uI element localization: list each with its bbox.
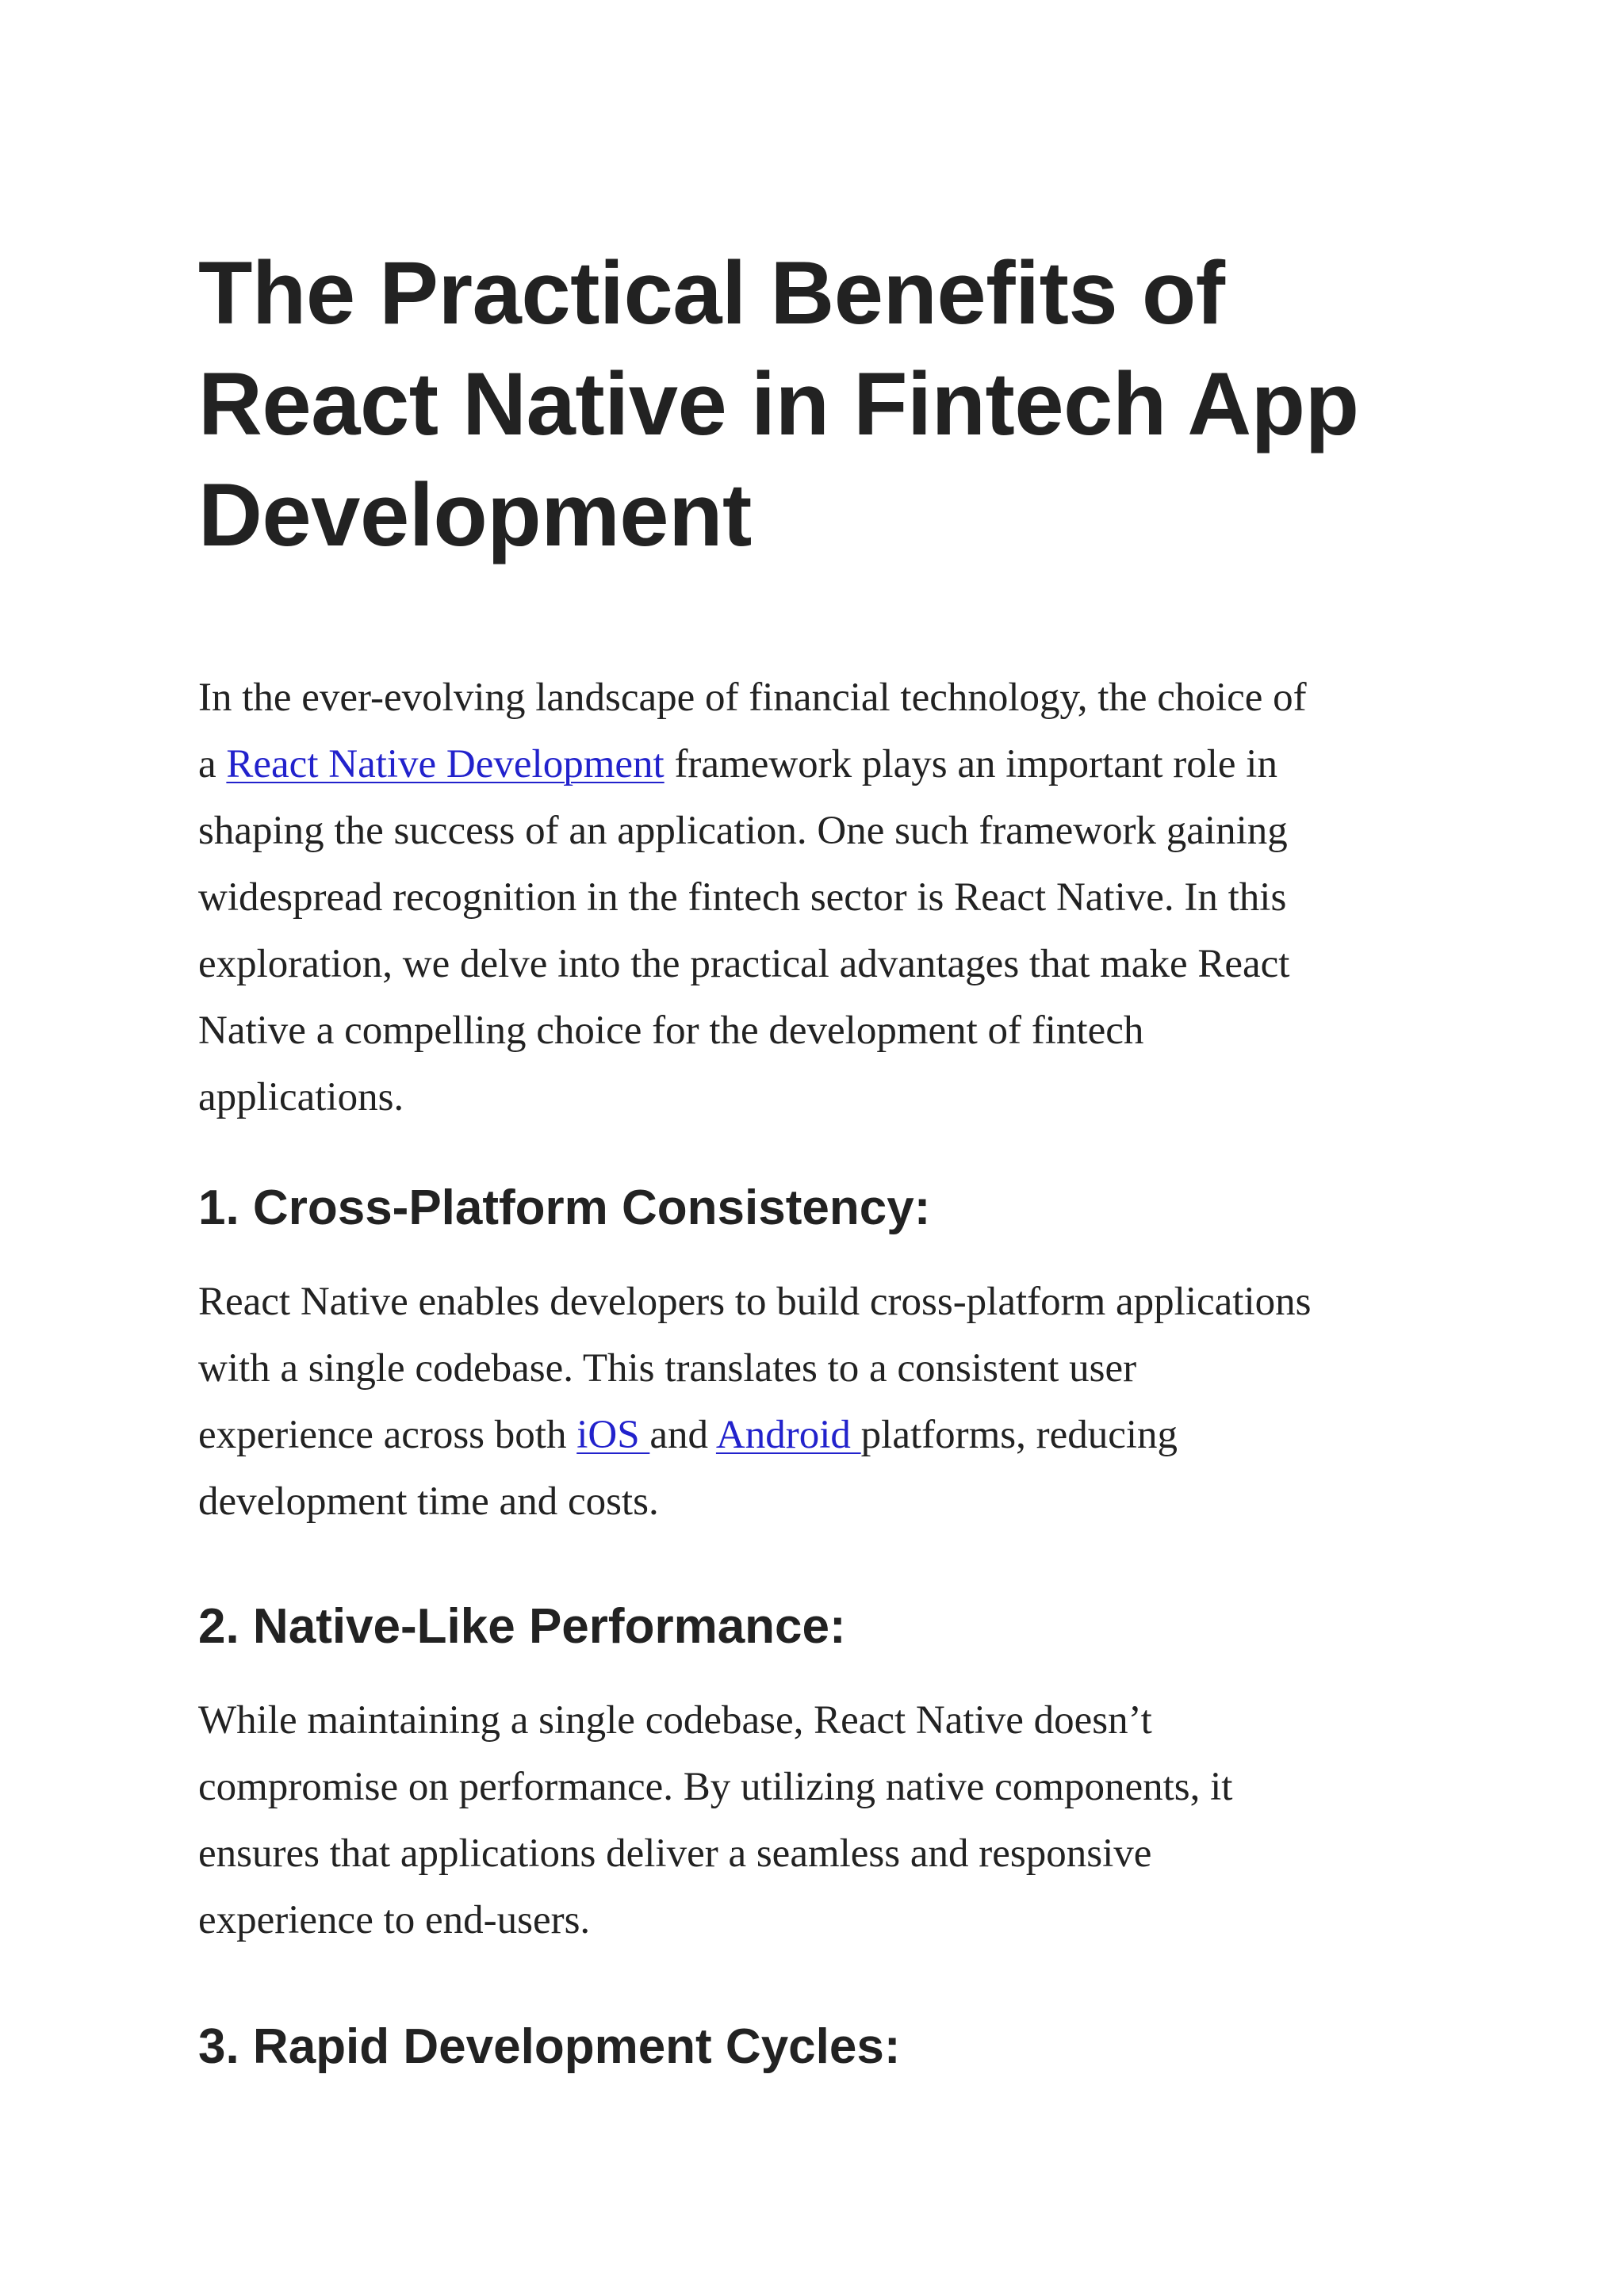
title-line-3: Development: [198, 465, 752, 564]
intro-line-3: shaping the success of an application. One such framework gaining: [198, 809, 1288, 853]
intro-line-4: widespread recognition in the fintech sector is React Native. In this: [198, 875, 1287, 920]
intro-line-2-pre: a: [198, 742, 227, 786]
react-native-development-link[interactable]: React Native Development: [226, 742, 665, 786]
cross-line-3-mid: and: [649, 1413, 716, 1457]
title-line-2: React Native in Fintech App: [198, 354, 1359, 453]
intro-line-1: In the ever-evolving landscape of financial technology, the choice of: [198, 675, 1307, 720]
cross-line-4: development time and costs.: [198, 1479, 659, 1524]
cross-line-2: with a single codebase. This translates to a consistent user: [198, 1346, 1137, 1391]
page-title: [198, 238, 1451, 571]
intro-line-6: Native a compelling choice for the development of fintech: [198, 1008, 1144, 1053]
android-link[interactable]: Android: [715, 1413, 861, 1457]
native-line-4: experience to end-users.: [198, 1898, 591, 1942]
intro-line-2: [198, 731, 1451, 798]
native-line-1: While maintaining a single codebase, React Native doesn’t: [198, 1698, 1152, 1743]
intro-line-2-post: framework plays an important role in: [664, 742, 1277, 786]
native-line-3: ensures that applications deliver a seamless and responsive: [198, 1831, 1152, 1876]
section-paragraph-native-performance: [198, 1687, 1451, 1954]
section-paragraph-cross-platform: [198, 1269, 1451, 1535]
document-page: [198, 238, 1451, 2079]
title-line-1: The Practical Benefits of: [198, 243, 1225, 342]
native-line-2: compromise on performance. By utilizing native components, it: [198, 1765, 1233, 1809]
cross-line-3-post: platforms, reducing: [860, 1413, 1178, 1457]
cross-line-1: React Native enables developers to build cross-platform applications: [198, 1280, 1312, 1324]
intro-line-7: applications.: [198, 1075, 404, 1119]
intro-paragraph: [198, 664, 1451, 1131]
section-heading-rapid-development: 3. Rapid Development Cycles:: [198, 2019, 901, 2074]
section-heading-native-performance: 2. Native-Like Performance:: [198, 1599, 846, 1654]
cross-line-3: [198, 1402, 1451, 1468]
cross-line-3-pre: experience across both: [198, 1413, 577, 1457]
ios-link[interactable]: iOS: [576, 1413, 650, 1457]
intro-line-5: exploration, we delve into the practical advantages that make React: [198, 942, 1290, 986]
section-heading-cross-platform: 1. Cross-Platform Consistency:: [198, 1181, 931, 1235]
